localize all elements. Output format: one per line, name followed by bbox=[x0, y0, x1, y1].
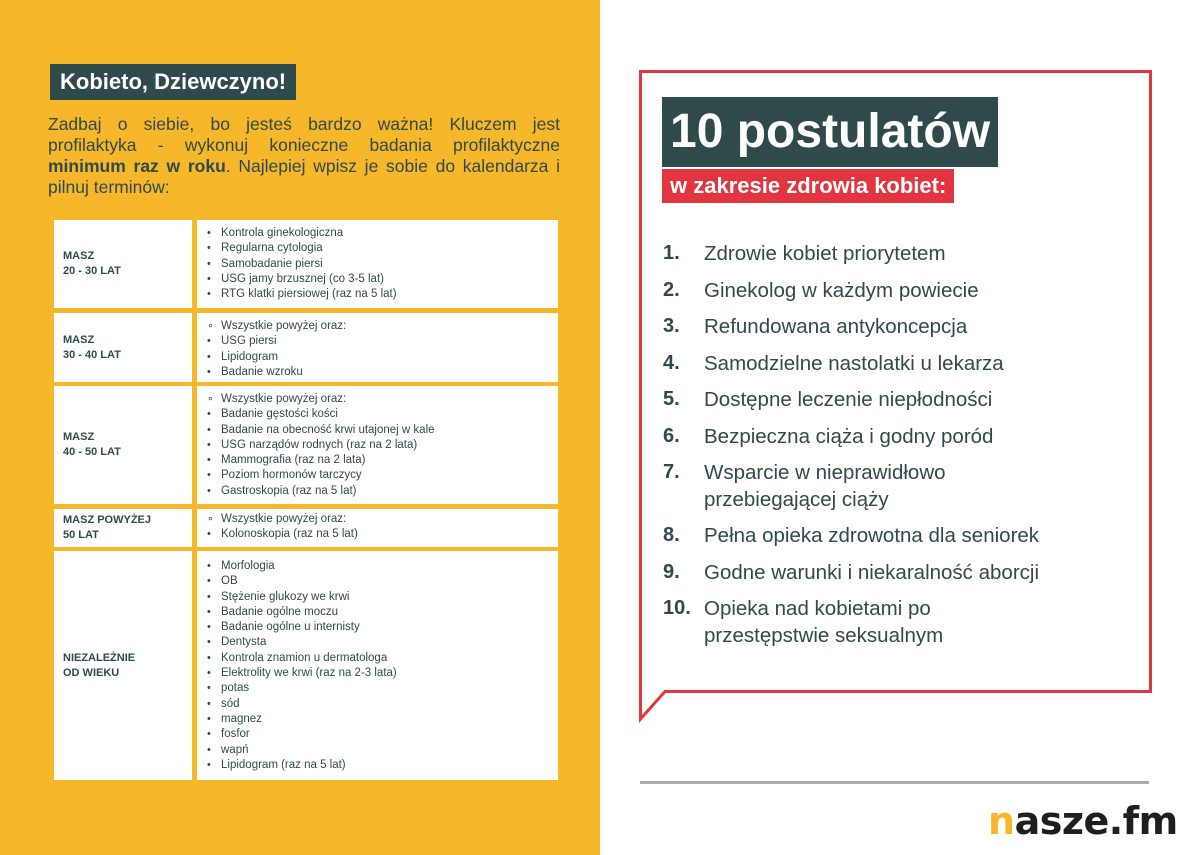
logo-text: asze.fm bbox=[1014, 799, 1178, 843]
list-item: • Kolonoskopia (raz na 5 lat) bbox=[221, 527, 558, 542]
list-item: • Badanie ogólne u internisty bbox=[221, 620, 558, 635]
intro-bold: minimum raz w roku bbox=[48, 156, 226, 176]
postulates-title: 10 postulatów bbox=[662, 97, 998, 167]
postulate-number: 2. bbox=[663, 279, 680, 301]
exam-list-cell bbox=[197, 551, 558, 780]
list-item: • OB bbox=[221, 574, 558, 589]
postulate-text: Godne warunki i niekaralność aborcji bbox=[704, 561, 1040, 584]
schedule-row bbox=[54, 509, 558, 547]
postulate-number: 7. bbox=[663, 461, 680, 483]
age-cell bbox=[54, 509, 192, 547]
schedule-row bbox=[54, 313, 558, 382]
list-item: • USG narządów rodnych (raz na 2 lata) bbox=[221, 438, 558, 453]
exam-list-cell bbox=[197, 386, 558, 504]
list-item: • Poziom hormonów tarczycy bbox=[221, 468, 558, 483]
age-cell bbox=[54, 551, 192, 780]
list-item: • Badanie gęstości kości bbox=[221, 407, 558, 422]
exam-list-cell bbox=[197, 509, 558, 547]
age-cell bbox=[54, 220, 192, 308]
list-item: • USG jamy brzusznej (co 3-5 lat) bbox=[221, 272, 558, 287]
exam-list-cell bbox=[197, 313, 558, 382]
age-label: NIEZALEŻNIE OD WIEKU bbox=[63, 651, 136, 679]
exam-list bbox=[197, 386, 558, 499]
list-item: • USG piersi bbox=[221, 334, 558, 349]
list-item: • Kontrola znamion u dermatologa bbox=[221, 651, 558, 666]
card-bottom-border bbox=[664, 690, 1149, 693]
age-label: MASZ 20 - 30 LAT bbox=[63, 250, 121, 277]
intro-part1: Zadbaj o siebie, bo jesteś bardzo ważna! Kluczem jest profilaktyka - wykonuj konieczne badania profilaktyczne bbox=[48, 114, 560, 155]
left-heading: Kobieto, Dziewczyno! bbox=[50, 64, 296, 100]
postulate-text: Ginekolog w każdym powiecie bbox=[704, 279, 979, 302]
list-item: • Lipidogram (raz na 5 lat) bbox=[221, 758, 558, 773]
list-item: • wapń bbox=[221, 743, 558, 758]
list-item: • Elektrolity we krwi (raz na 2-3 lata) bbox=[221, 666, 558, 681]
list-item: • Mammografia (raz na 2 lata) bbox=[221, 453, 558, 468]
postulate-number: 5. bbox=[663, 388, 680, 410]
list-item: • Stężenie glukozy we krwi bbox=[221, 590, 558, 605]
list-item: • Gastroskopia (raz na 5 lat) bbox=[221, 484, 558, 499]
speech-bubble-tail bbox=[636, 689, 668, 723]
list-item: • magnez bbox=[221, 712, 558, 727]
postulate-text: Pełna opieka zdrowotna dla seniorek bbox=[704, 524, 1040, 547]
exam-list bbox=[197, 551, 558, 773]
list-item: ∘ Wszystkie powyżej oraz: bbox=[221, 512, 558, 527]
footer-divider bbox=[640, 781, 1149, 784]
list-item: ∘ Wszystkie powyżej oraz: bbox=[221, 392, 558, 407]
postulate-text: Opieka nad kobietami po przestępstwie seksualnym bbox=[704, 597, 944, 647]
postulate-text: Samodzielne nastolatki u lekarza bbox=[704, 352, 1004, 375]
schedule-row bbox=[54, 386, 558, 504]
schedule-row bbox=[54, 220, 558, 308]
postulate-number: 8. bbox=[663, 524, 680, 546]
list-item: • RTG klatki piersiowej (raz na 5 lat) bbox=[221, 287, 558, 302]
postulate-number: 1. bbox=[663, 242, 680, 264]
postulate-text: Bezpieczna ciąża i godny poród bbox=[704, 425, 994, 448]
postulate-text: Dostępne leczenie niepłodności bbox=[704, 388, 993, 411]
logo-letter: n bbox=[988, 799, 1015, 843]
list-item: • Lipidogram bbox=[221, 350, 558, 365]
list-item: • Kontrola ginekologiczna bbox=[221, 226, 558, 241]
postulate-text: Zdrowie kobiet priorytetem bbox=[704, 242, 946, 265]
list-item: • Badanie wzroku bbox=[221, 365, 558, 380]
exam-list bbox=[197, 220, 558, 302]
nasze-fm-logo[interactable] bbox=[988, 796, 1178, 846]
list-item: • fosfor bbox=[221, 727, 558, 742]
list-item: ∘ Wszystkie powyżej oraz: bbox=[221, 319, 558, 334]
list-item: • Regularna cytologia bbox=[221, 241, 558, 256]
postulate-number: 4. bbox=[663, 352, 680, 374]
list-item: • Badanie ogólne moczu bbox=[221, 605, 558, 620]
postulate-text: Refundowana antykoncepcja bbox=[704, 315, 968, 338]
postulate-number: 6. bbox=[663, 425, 680, 447]
intro-part2: . Najlepiej wpisz je sobie do kalendarza i pilnuj terminów: bbox=[48, 156, 560, 197]
list-item: • Samobadanie piersi bbox=[221, 257, 558, 272]
age-cell bbox=[54, 386, 192, 504]
age-label: MASZ POWYŻEJ 50 LAT bbox=[63, 514, 152, 541]
schedule-row bbox=[54, 551, 558, 780]
age-label: MASZ 30 - 40 LAT bbox=[63, 333, 121, 361]
exam-list bbox=[197, 313, 558, 380]
age-label: MASZ 40 - 50 LAT bbox=[63, 431, 121, 458]
exam-list-cell bbox=[197, 220, 558, 308]
list-item: • Morfologia bbox=[221, 559, 558, 574]
intro-text bbox=[48, 114, 560, 198]
exam-list bbox=[197, 509, 558, 543]
list-item: • Badanie na obecność krwi utajonej w kale bbox=[221, 423, 558, 438]
postulate-text: Wsparcie w nieprawidłowo przebiegającej ciąży bbox=[704, 461, 946, 511]
postulate-number: 10. bbox=[663, 597, 691, 619]
list-item: • Dentysta bbox=[221, 635, 558, 650]
postulate-number: 9. bbox=[663, 561, 680, 583]
list-item: • potas bbox=[221, 681, 558, 696]
list-item: • sód bbox=[221, 697, 558, 712]
postulates-subtitle: w zakresie zdrowia kobiet: bbox=[662, 169, 954, 203]
age-cell bbox=[54, 313, 192, 382]
postulate-number: 3. bbox=[663, 315, 680, 337]
